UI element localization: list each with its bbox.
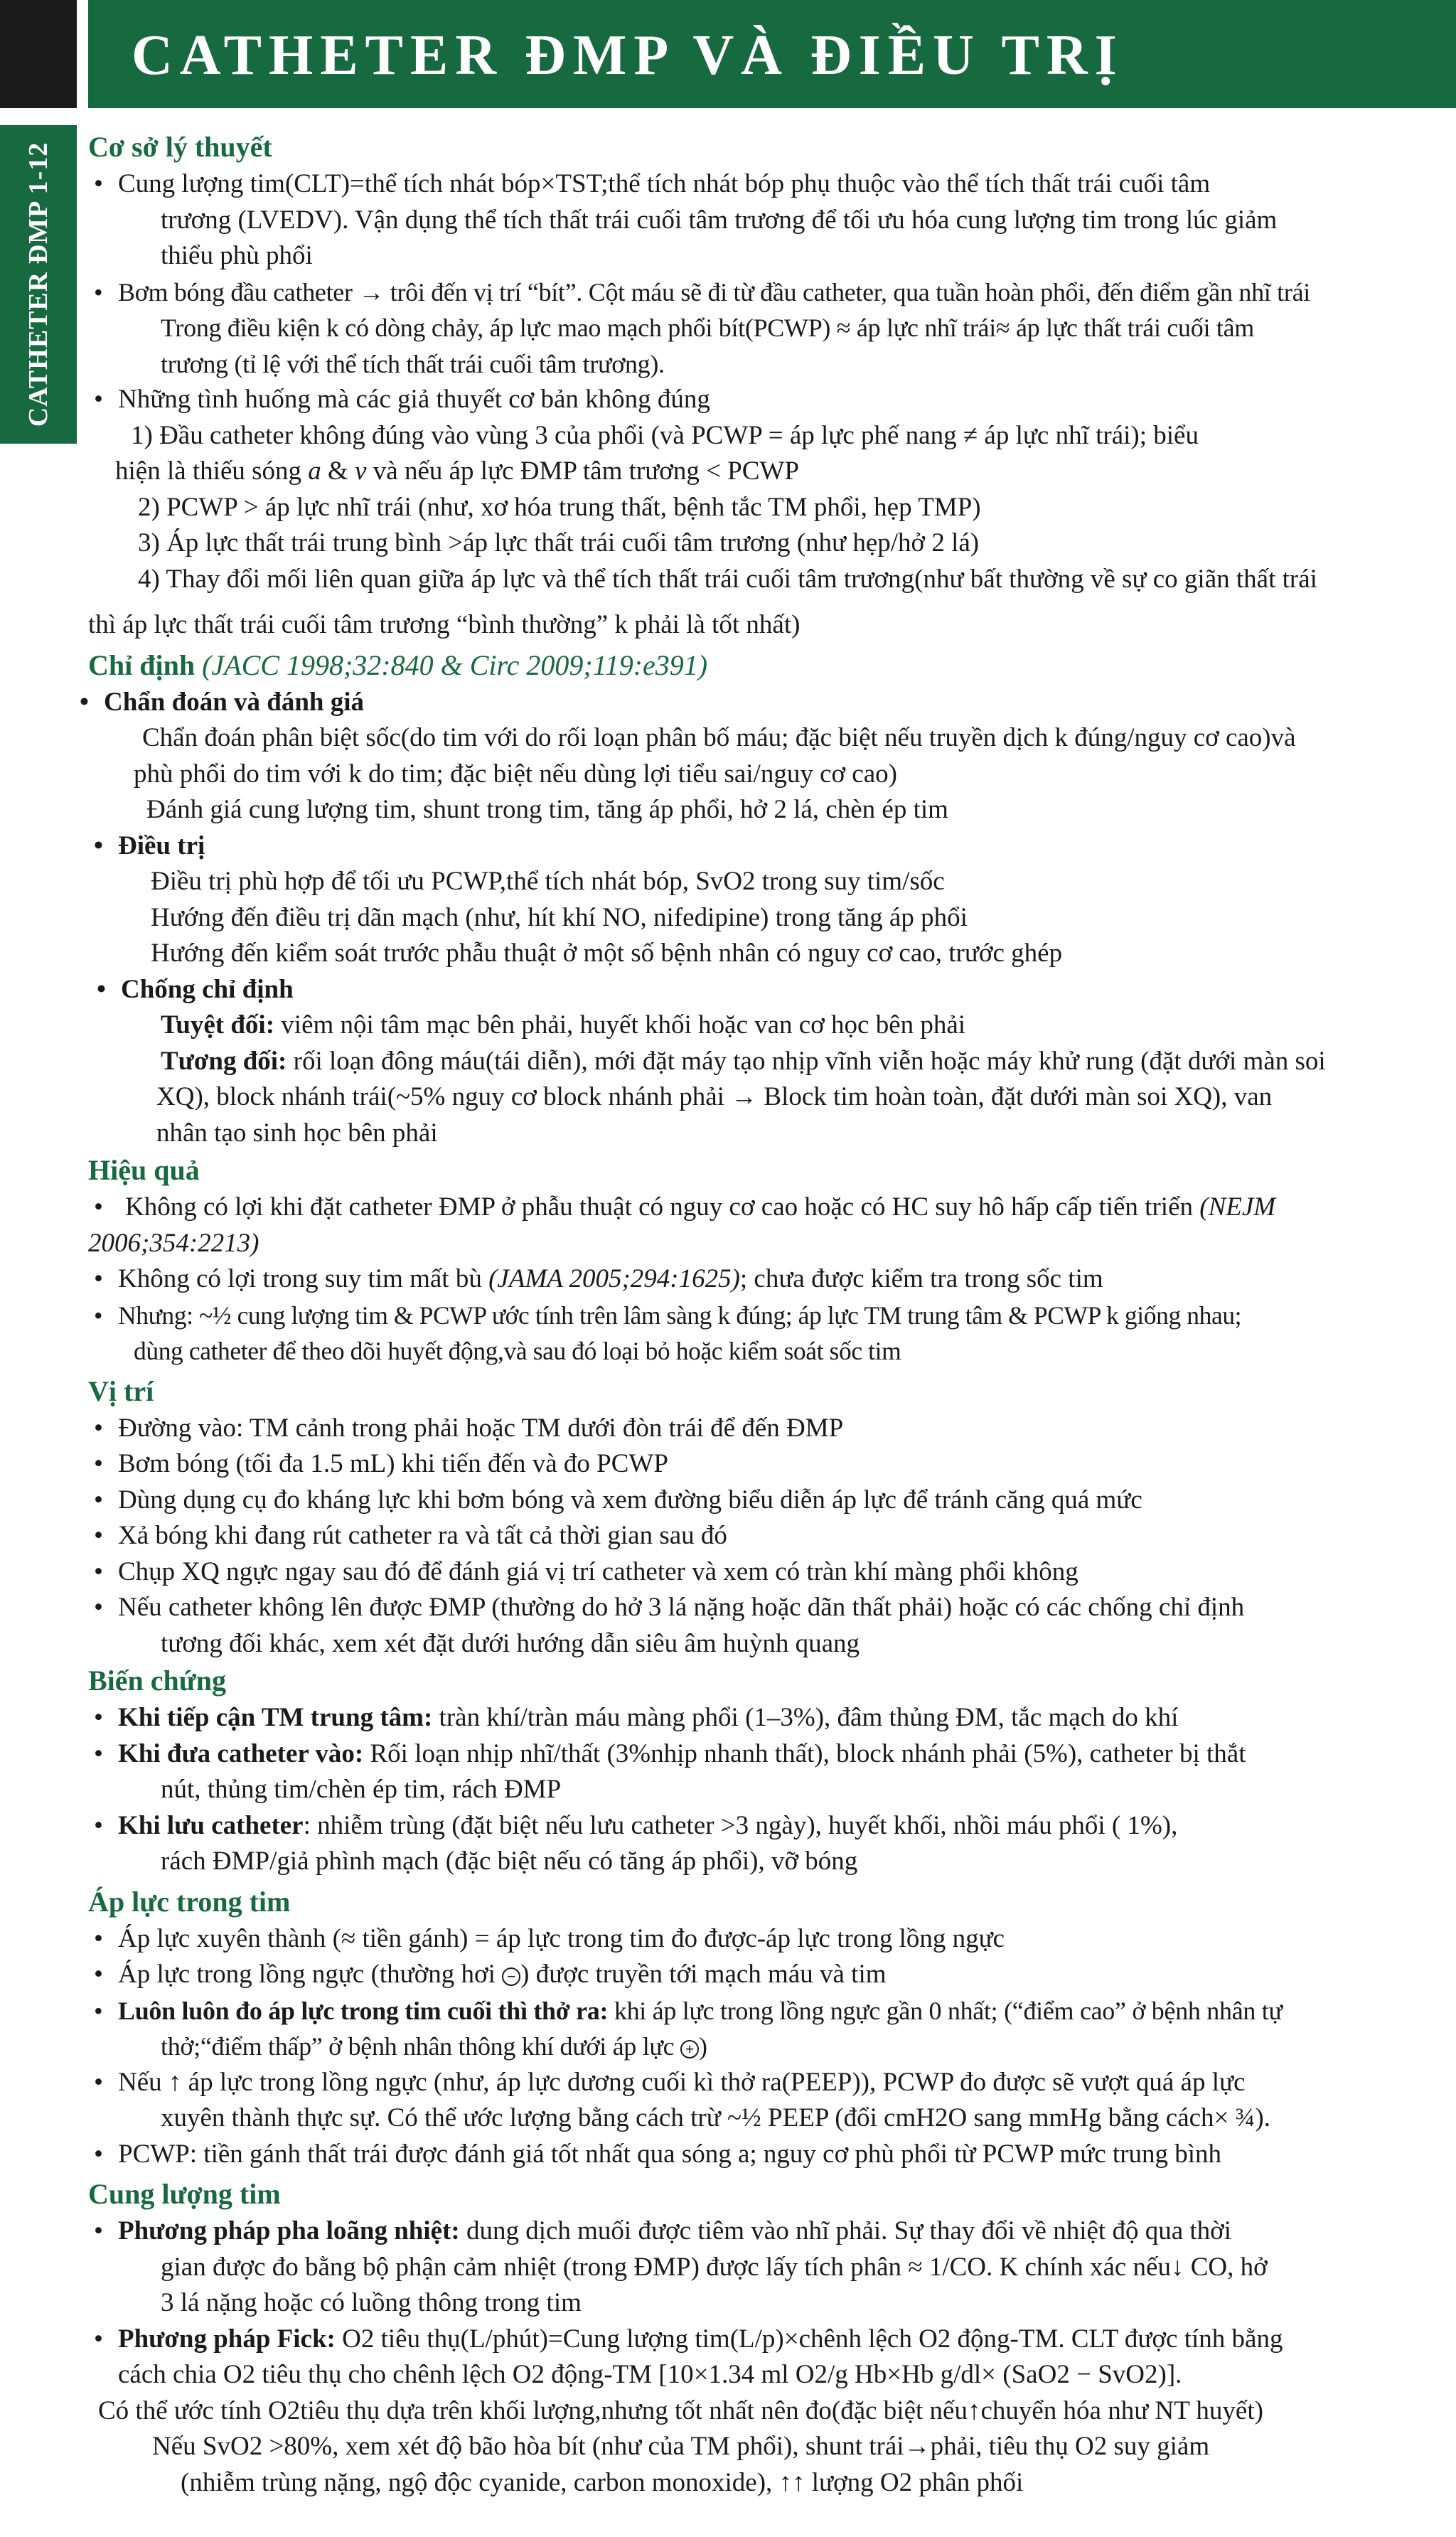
section-title-theory: Cơ sở lý thuyết [88, 131, 272, 163]
text-span: Phương pháp Fick: [118, 2324, 336, 2354]
plus-circle-icon: + [680, 2040, 699, 2058]
numbered-item-4-cont: thì áp lực thất trái cuối tâm trương “bình thường” k phải là tốt nhất) [88, 610, 801, 639]
numbered-item-1: 1) Đầu catheter không đúng vào vùng 3 của phổi (và PCWP = áp lực phế nang ≠ áp lực nhĩ trái); biểu [131, 420, 1199, 450]
side-tab-label: CATHETER ĐMP 1-12 [23, 141, 53, 427]
bullet-item [88, 2322, 1450, 2393]
section-title-effectiveness: Hiệu quả [88, 1154, 200, 1186]
section-title-indications [88, 646, 1450, 685]
bullet-item [88, 1957, 1450, 1993]
text-span: Điều trị [118, 830, 205, 860]
section-title-cardiac-output: Cung lượng tim [88, 2178, 281, 2210]
subheading-treatment [88, 828, 1450, 865]
section-title-position: Vị trí [88, 1374, 154, 1407]
text-span: ) được truyền tới mạch máu và tim [520, 1960, 887, 1989]
text-span: Không có lợi khi đặt catheter ĐMP ở phẫu thuật có nguy cơ cao hoặc có HC suy hô hấp cấp tiến triển [125, 1192, 1200, 1222]
citation: (NEJM [1199, 1192, 1276, 1222]
text-line: • Nếu ↑ áp lực trong lồng ngực (như, áp lực dương cuối kì thở ra(PEEP)), PCWP đo được sẽ vượt quá áp lực [118, 2067, 1246, 2097]
text-line: • Những tình huống mà các giả thuyết cơ bản không đúng [118, 385, 710, 414]
text-line: nhân tạo sinh học bên phải [156, 1118, 438, 1148]
main-content [88, 128, 1450, 2501]
text-span: viêm nội tâm mạc bên phải, huyết khối hoặc van cơ học bên phải [274, 1010, 966, 1040]
text-span: v [355, 456, 367, 486]
text-line: xuyên thành thực sự. Có thể ước lượng bằng cách trừ ~½ PEEP (đổi cmH2O sang mmHg bằng cách× ¾). [161, 2103, 1270, 2132]
text-span: Tương đối: [161, 1046, 287, 1076]
bullet-item [88, 1993, 1450, 2065]
bullet-item [88, 166, 1450, 274]
text-line: • Nhưng: ~½ cung lượng tim & PCWP ước tính trên lâm sàng k đúng; áp lực TM trung tâm & PCWP k giống nhau; [118, 1300, 1242, 1330]
text-span: & [321, 456, 355, 486]
text-line: gian được đo bằng bộ phận cảm nhiệt (trong ĐMP) được lấy tích phân ≈ 1/CO. K chính xác nếu↓ CO, hở [161, 2252, 1268, 2282]
text-line: rách ĐMP/giả phình mạch (đặc biệt nếu có tăng áp phổi), vỡ bóng [161, 1847, 858, 1876]
list-item: • Xả bóng khi đang rút catheter ra và tất cả thời gian sau đó [88, 1518, 1450, 1554]
section-title-text: Chỉ định [88, 648, 196, 681]
bullet-item: • Áp lực xuyên thành (≈ tiền gánh) = áp lực trong tim đo được-áp lực trong lồng ngực [88, 1921, 1450, 1958]
text-span: Luôn luôn đo áp lực trong tim cuối thì thở ra: [118, 1996, 609, 2025]
text-line [88, 1008, 1450, 1044]
text-line: Hướng đến điều trị dãn mạch (như, hít khí NO, nifedipine) trong tăng áp phổi [151, 902, 968, 932]
citation: (JAMA 2005;294:1625) [488, 1264, 740, 1293]
text-line: 3 lá nặng hoặc có luồng thông trong tim [161, 2288, 582, 2317]
text-line: XQ), block nhánh trái(~5% nguy cơ block nhánh phải → Block tim hoàn toàn, đặt dưới màn soi XQ), van [156, 1082, 1273, 1111]
text-line: Hướng đến kiểm soát trước phẫu thuật ở một số bệnh nhân có nguy cơ cao, trước ghép [151, 939, 1063, 968]
text-line: thiểu phù phổi [161, 241, 313, 270]
text-span: dung dịch muối được tiêm vào nhĩ phải. Sự thay đổi về nhiệt độ qua thời [459, 2216, 1231, 2245]
text-span: O2 tiêu thụ(L/phút)=Cung lượng tim(L/p)×chênh lệch O2 động-TM. CLT được tính bằng [335, 2324, 1283, 2354]
text-span: Chẩn đoán và đánh giá [104, 687, 365, 717]
header-dark-block [0, 0, 77, 108]
bullet-item [88, 1190, 1450, 1226]
bullet-item [88, 274, 1450, 383]
minus-circle-icon: − [502, 1967, 520, 1986]
section-title-intracardiac-pressure: Áp lực trong tim [88, 1885, 291, 1918]
bullet-item [88, 1261, 1450, 1298]
text-line: tương đối khác, xem xét đặt dưới hướng dẫn siêu âm huỳnh quang [161, 1628, 860, 1658]
text-span: Khi đưa catheter vào: [118, 1738, 364, 1768]
text-span: khi áp lực trong lồng ngực gần 0 nhất; (“điểm cao” ở bệnh nhân tự [608, 1996, 1283, 2025]
text-line: phù phổi do tim với k do tim; đặc biệt nếu dùng lợi tiểu sai/nguy cơ cao) [134, 759, 897, 789]
text-line: trương (tỉ lệ với thể tích thất trái cuối tâm trương). [161, 349, 665, 378]
bullet-item [88, 1700, 1450, 1736]
numbered-item-4: 4) Thay đổi mối liên quan giữa áp lực và thể tích thất trái cuối tâm trương(như bất thường về sự co giãn thất trái [138, 564, 1317, 594]
bullet-item [88, 2213, 1450, 2322]
numbered-item-3: 3) Áp lực thất trái trung bình >áp lực thất trái cuối tâm trương (như hẹp/hở 2 lá) [138, 528, 980, 557]
citation: (JACC 1998;32:840 & Circ 2009;119:e391) [202, 648, 708, 681]
page-title: CATHETER ĐMP VÀ ĐIỀU TRỊ [132, 24, 1124, 87]
section-title-complications: Biến chứng [88, 1665, 227, 1697]
text-span: thở;“điểm thấp” ở bệnh nhân thông khí dưới áp lực [161, 2032, 680, 2061]
text-span: Chống chỉ định [121, 974, 294, 1004]
bullet-item [88, 1736, 1450, 1808]
text-line: nút, thủng tim/chèn ép tim, rách ĐMP [161, 1775, 562, 1804]
text-line: • Bơm bóng đầu catheter → trôi đến vị trí “bít”. Cột máu sẽ đi từ đầu catheter, qua tuần hoàn phổi, đến điểm gần nhĩ trái [118, 277, 1310, 306]
text-span: tràn khí/tràn máu màng phổi (1–3%), đâm thủng ĐM, tắc mạch do khí [432, 1703, 1179, 1732]
text-span: Khi tiếp cận TM trung tâm: [118, 1703, 433, 1732]
text-span: và nếu áp lực ĐMP tâm trương < PCWP [366, 456, 799, 486]
subheading-diagnosis [74, 685, 1450, 721]
text-line: • Cung lượng tim(CLT)=thể tích nhát bóp×TST;thể tích nhát bóp phụ thuộc vào thể tích thất trái cuối tâm [118, 169, 1211, 198]
citation: 2006;354:2213) [88, 1228, 259, 1258]
text-span: Áp lực trong lồng ngực (thường hơi [118, 1960, 503, 1989]
bullet-item [88, 1808, 1450, 1880]
bullet-item [88, 382, 1450, 418]
text-span: Khi lưu catheter [118, 1810, 304, 1840]
header-gap [77, 0, 88, 108]
text-line: • Nếu catheter không lên được ĐMP (thường do hở 3 lá nặng hoặc dãn thất phải) hoặc có các chống chỉ định [118, 1593, 1245, 1622]
text-line: trương (LVEDV). Vận dụng thể tích thất trái cuối tâm trương để tối ưu hóa cung lượng tim trong lúc giảm [161, 205, 1278, 235]
text-line: Đánh giá cung lượng tim, shunt trong tim, tăng áp phổi, hở 2 lá, chèn ép tim [146, 795, 948, 824]
text-line: Điều trị phù hợp để tối ưu PCWP,thể tích nhát bóp, SvO2 trong suy tim/sốc [151, 867, 945, 896]
text-span: rối loạn đông máu(tái diễn), mới đặt máy tạo nhịp vĩnh viễn hoặc máy khử rung (đặt dưới màn soi [287, 1046, 1326, 1076]
text-line: Trong điều kiện k có dòng chảy, áp lực mao mạch phổi bít(PCWP) ≈ áp lực nhĩ trái≈ áp lực thất trái cuối tâm [161, 314, 1254, 342]
text-line [88, 1044, 1450, 1080]
text-span: ) [698, 2032, 707, 2061]
side-tab [0, 125, 77, 444]
text-line: Chẩn đoán phân biệt sốc(do tim với do rối loạn phân bố máu; đặc biệt nếu truyền dịch k đúng/nguy cơ cao)và [142, 723, 1296, 752]
text-span: Rối loạn nhịp nhĩ/thất (3%nhịp nhanh thất), block nhánh phải (5%), catheter bị thắt [363, 1738, 1246, 1768]
bullet-item: • PCWP: tiền gánh thất trái được đánh giá tốt nhất qua sóng a; nguy cơ phù phổi từ PCWP mức trung bình [88, 2137, 1450, 2173]
list-item: • Dùng dụng cụ đo kháng lực khi bơm bóng và xem đường biểu diễn áp lực để tránh căng quá mức [88, 1483, 1450, 1519]
text-line: cách chia O2 tiêu thụ cho chênh lệch O2 động-TM [10×1.34 ml O2/g Hb×Hb g/dl× (SaO2 − SvO2)]. [118, 2360, 1182, 2389]
bullet-item [88, 2065, 1450, 2137]
text-line: (nhiễm trùng nặng, ngộ độc cyanide, carbon monoxide), ↑↑ lượng O2 phân phối [181, 2467, 1024, 2497]
numbered-item-2: 2) PCWP > áp lực nhĩ trái (như, xơ hóa trung thất, bệnh tắc TM phổi, hẹp TMP) [138, 492, 981, 522]
list-item [88, 1590, 1450, 1662]
text-span: Tuyệt đối: [161, 1010, 275, 1040]
text-line: Nếu SvO2 >80%, xem xét độ bão hòa bít (như của TM phổi), shunt trái→phải, tiêu thụ O2 suy giảm [152, 2432, 1210, 2461]
subheading-contraindications [91, 972, 1450, 1008]
text-line: dùng catheter để theo dõi huyết động,và sau đó loại bỏ hoặc kiểm soát sốc tim [134, 1337, 901, 1365]
text-span: Phương pháp pha loãng nhiệt: [118, 2216, 460, 2245]
text-span: : nhiễm trùng (đặt biệt nếu lưu catheter >3 ngày), huyết khối, nhồi máu phổi ( 1%), [303, 1810, 1178, 1840]
text-span: Không có lợi trong suy tim mất bù [118, 1264, 489, 1293]
list-item: • Đường vào: TM cảnh trong phải hoặc TM dưới đòn trái để đến ĐMP [88, 1411, 1450, 1447]
bullet-item [88, 1298, 1450, 1369]
list-item: • Bơm bóng (tối đa 1.5 mL) khi tiến đến và đo PCWP [88, 1446, 1450, 1483]
header-bar [0, 0, 1456, 108]
text-span: a [308, 456, 321, 486]
text-line: Có thể ước tính O2tiêu thụ dựa trên khối lượng,nhưng tốt nhất nên đo(đặc biệt nếu↑chuyển hóa như NT huyết) [98, 2396, 1263, 2425]
text-span: hiện là thiếu sóng [115, 456, 309, 486]
numbered-item-1-cont [88, 454, 1450, 490]
list-item: • Chụp XQ ngực ngay sau đó để đánh giá vị trí catheter và xem có tràn khí màng phổi không [88, 1554, 1450, 1591]
text-span: ; chưa được kiểm tra trong sốc tim [739, 1264, 1103, 1293]
